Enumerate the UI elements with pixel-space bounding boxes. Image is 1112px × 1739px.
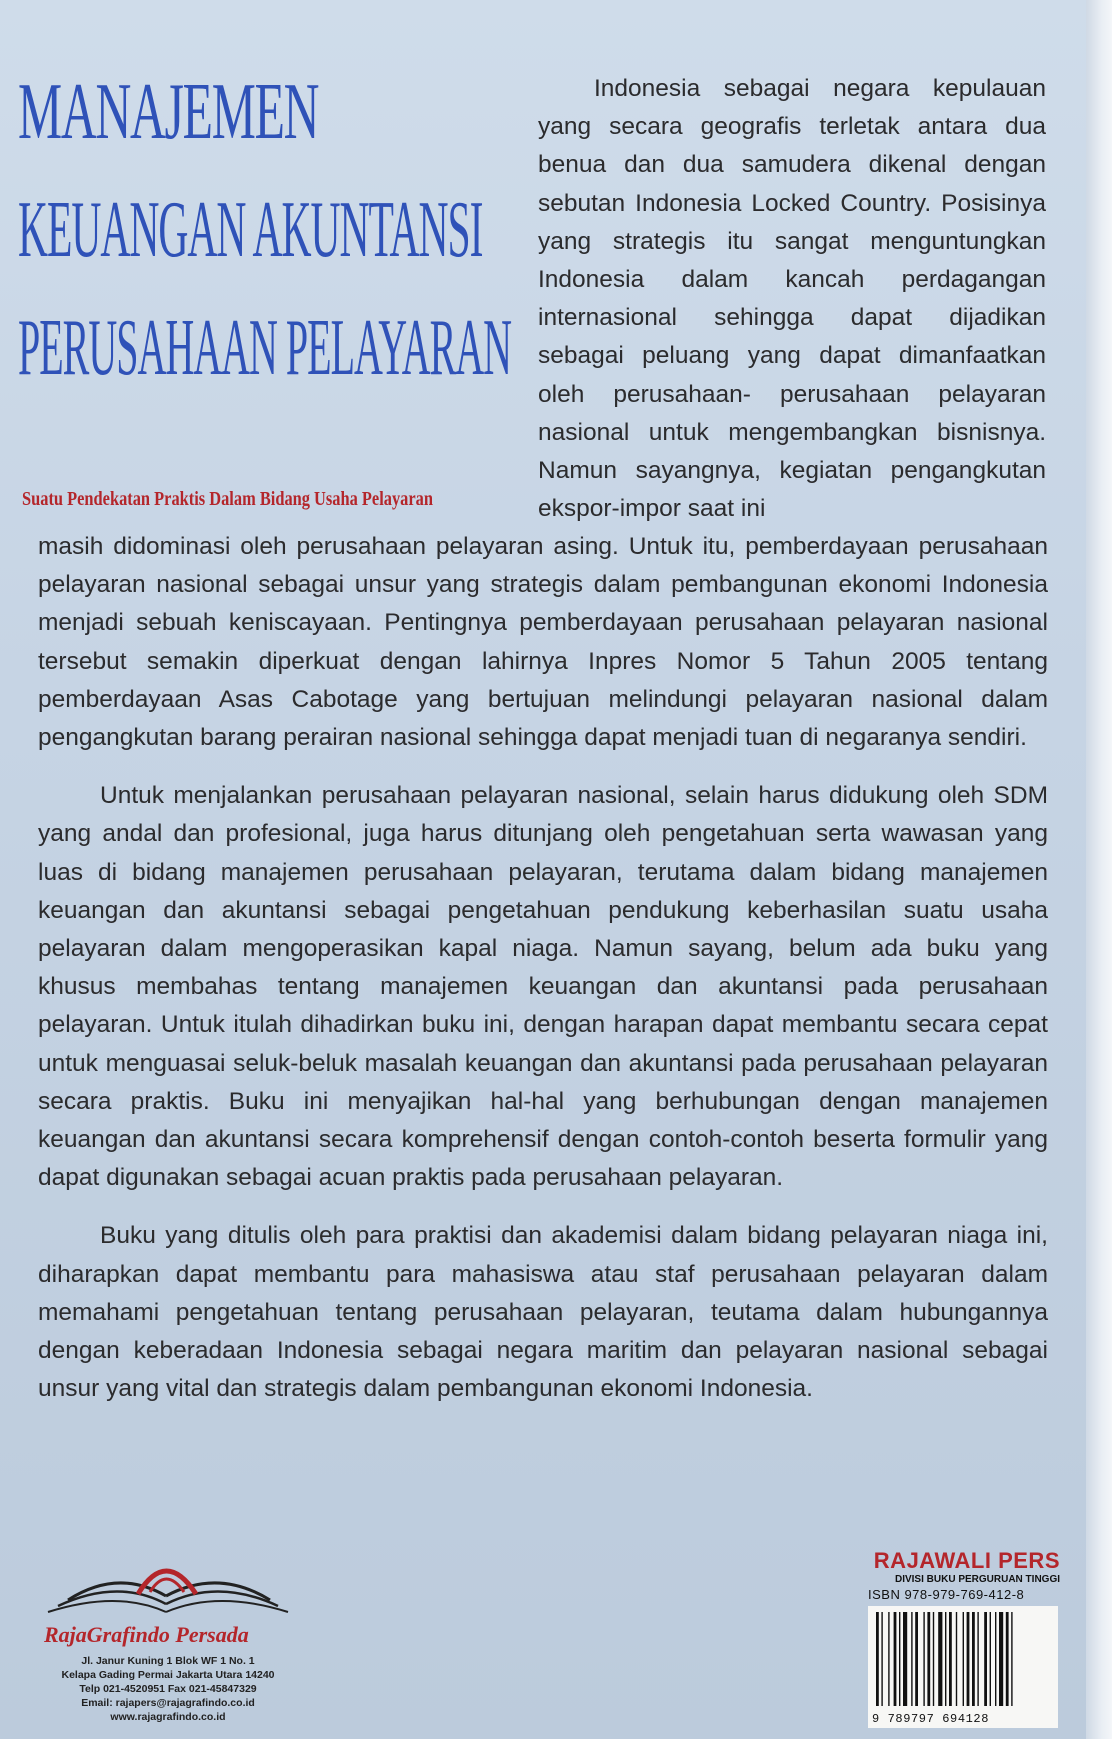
barcode-bar bbox=[927, 1612, 930, 1706]
open-book-logo-icon bbox=[38, 1548, 298, 1620]
blurb-body bbox=[38, 528, 1048, 1428]
barcode-bar bbox=[888, 1612, 889, 1706]
barcode-bar bbox=[903, 1612, 907, 1706]
blurb-intro: Indonesia sebagai negara kepulauan yang secara geografis terletak antara dua benua dan dua samudera dikenal dengan sebutan Indonesia Locked Country. Posisinya yang strategis itu sangat menguntungkan Indonesia dalam kancah perdagangan internasional sehingga dapat dijadikan sebagai peluang yang dapat dimanfaatkan oleh perusahaan- perusahaan pelayaran nasional untuk mengembangkan bisnisnya. Namun sayangnya, kegiatan pengangkutan ekspor-impor saat ini bbox=[538, 75, 1046, 523]
publisher-name: RAJAWALI PERS bbox=[873, 1548, 1060, 1573]
barcode-bar bbox=[999, 1612, 1003, 1706]
barcode-bar bbox=[911, 1612, 912, 1706]
address-line: Kelapa Gading Permai Jakarta Utara 14240 bbox=[61, 1669, 275, 1681]
title-line-2: KEUANGAN AKUNTANSI bbox=[18, 186, 483, 274]
barcode-bar bbox=[995, 1612, 996, 1706]
title-line-3: PERUSAHAAN PELAYARAN bbox=[18, 304, 512, 392]
imprint-block bbox=[38, 1548, 298, 1724]
isbn-text: ISBN 978-979-769-412-8 bbox=[868, 1587, 1025, 1602]
blurb-paragraph-2: Untuk menjalankan perusahaan pelayaran nasional, selain harus didukung oleh SDM yang andal dan profesional, juga harus ditunjang oleh pengetahuan serta wawasan yang luas di bidang manajemen perusahaan pelayaran, terutama dalam bidang manajemen keuangan dan akuntansi sebagai pengetahuan pendukung keberhasilan suatu usaha pelayaran dalam mengoperasikan kapal niaga. Namun sayang, belum ada buku yang khusus membahas tentang manajemen keuangan dan akuntansi pada perusahaan pelayaran. Untuk itulah dihadirkan buku ini, dengan harapan dapat membantu secara cepat untuk menguasai seluk-beluk masalah keuangan dan akuntansi pada perusahaan pelayaran secara praktis. Buku ini menyajikan hal-hal yang berhubungan dengan manajemen keuangan dan akuntansi secara komprehensif dengan contoh-contoh beserta formulir yang dapat digunakan sebagai acuan praktis pada perusahaan pelayaran. bbox=[38, 782, 1048, 1192]
address-line: www.rajagrafindo.co.id bbox=[110, 1711, 226, 1723]
barcode-bar bbox=[938, 1612, 942, 1706]
barcode-icon bbox=[868, 1606, 1058, 1710]
barcode bbox=[868, 1606, 1058, 1728]
barcode-bar bbox=[956, 1612, 957, 1706]
barcode-digits: 9 789797 694128 bbox=[872, 1712, 990, 1726]
barcode-bar bbox=[899, 1612, 900, 1706]
address-line: Telp 021-4520951 Fax 021-45847329 bbox=[79, 1683, 257, 1695]
barcode-bar bbox=[1011, 1612, 1012, 1706]
barcode-bar bbox=[915, 1612, 918, 1706]
page-edge bbox=[1086, 0, 1112, 1739]
book-subtitle: Suatu Pendekatan Praktis Dalam Bidang Usaha Pelayaran bbox=[22, 488, 433, 510]
publisher-division: DIVISI BUKU PERGURUAN TINGGI bbox=[894, 1574, 1060, 1585]
barcode-bar bbox=[933, 1612, 934, 1706]
barcode-bar bbox=[963, 1612, 964, 1706]
barcode-bar bbox=[977, 1612, 978, 1706]
barcode-bar bbox=[1006, 1612, 1009, 1706]
blurb-continuation: masih didominasi oleh perusahaan pelayaran asing. Untuk itu, pemberdayaan perusahaan pelayaran nasional sebagai unsur yang strategis dalam pembangunan ekonomi Indonesia menjadi sebuah keniscayaan. Pentingnya pemberdayaan perusahaan pelayaran nasional tersebut semakin diperkuat dengan lahirnya Inpres Nomor 5 Tahun 2005 tentang pemberdayaan Asas Cabotage yang bertujuan melindungi pelayaran nasional dalam pengangkutan barang perairan nasional sehingga dapat menjadi tuan di negaranya sendiri. bbox=[38, 533, 1048, 752]
address-line: Jl. Janur Kuning 1 Blok WF 1 No. 1 bbox=[81, 1655, 255, 1667]
barcode-bar bbox=[984, 1612, 987, 1706]
barcode-bar bbox=[972, 1612, 975, 1706]
barcode-bar bbox=[945, 1612, 946, 1706]
book-title bbox=[18, 68, 518, 426]
blurb-paragraph-3: Buku yang ditulis oleh para praktisi dan akademisi dalam bidang pelayaran niaga ini, diharapkan dapat membantu para mahasiswa atau staf perusahaan pelayaran dalam memahami pengetahuan tentang perusahaan pelayaran, teutama dalam hubungannya dengan keberadaan Indonesia sebagai negara maritim dan pelayaran nasional sebagai unsur yang vital dan strategis dalam pembangunan ekonomi Indonesia. bbox=[38, 1222, 1048, 1403]
imprint-name: RajaGrafindo Persada bbox=[44, 1622, 249, 1647]
barcode-bar bbox=[990, 1612, 991, 1706]
title-line-1: MANAJEMEN bbox=[18, 68, 319, 156]
barcode-bar bbox=[894, 1612, 897, 1706]
barcode-bar bbox=[949, 1612, 952, 1706]
barcode-bar bbox=[876, 1612, 879, 1706]
barcode-bar bbox=[967, 1612, 970, 1706]
publisher-block bbox=[868, 1548, 1060, 1728]
imprint-address bbox=[38, 1654, 298, 1724]
barcode-bar bbox=[923, 1612, 924, 1706]
barcode-bar bbox=[881, 1612, 882, 1706]
address-line: Email: rajapers@rajagrafindo.co.id bbox=[81, 1697, 255, 1709]
